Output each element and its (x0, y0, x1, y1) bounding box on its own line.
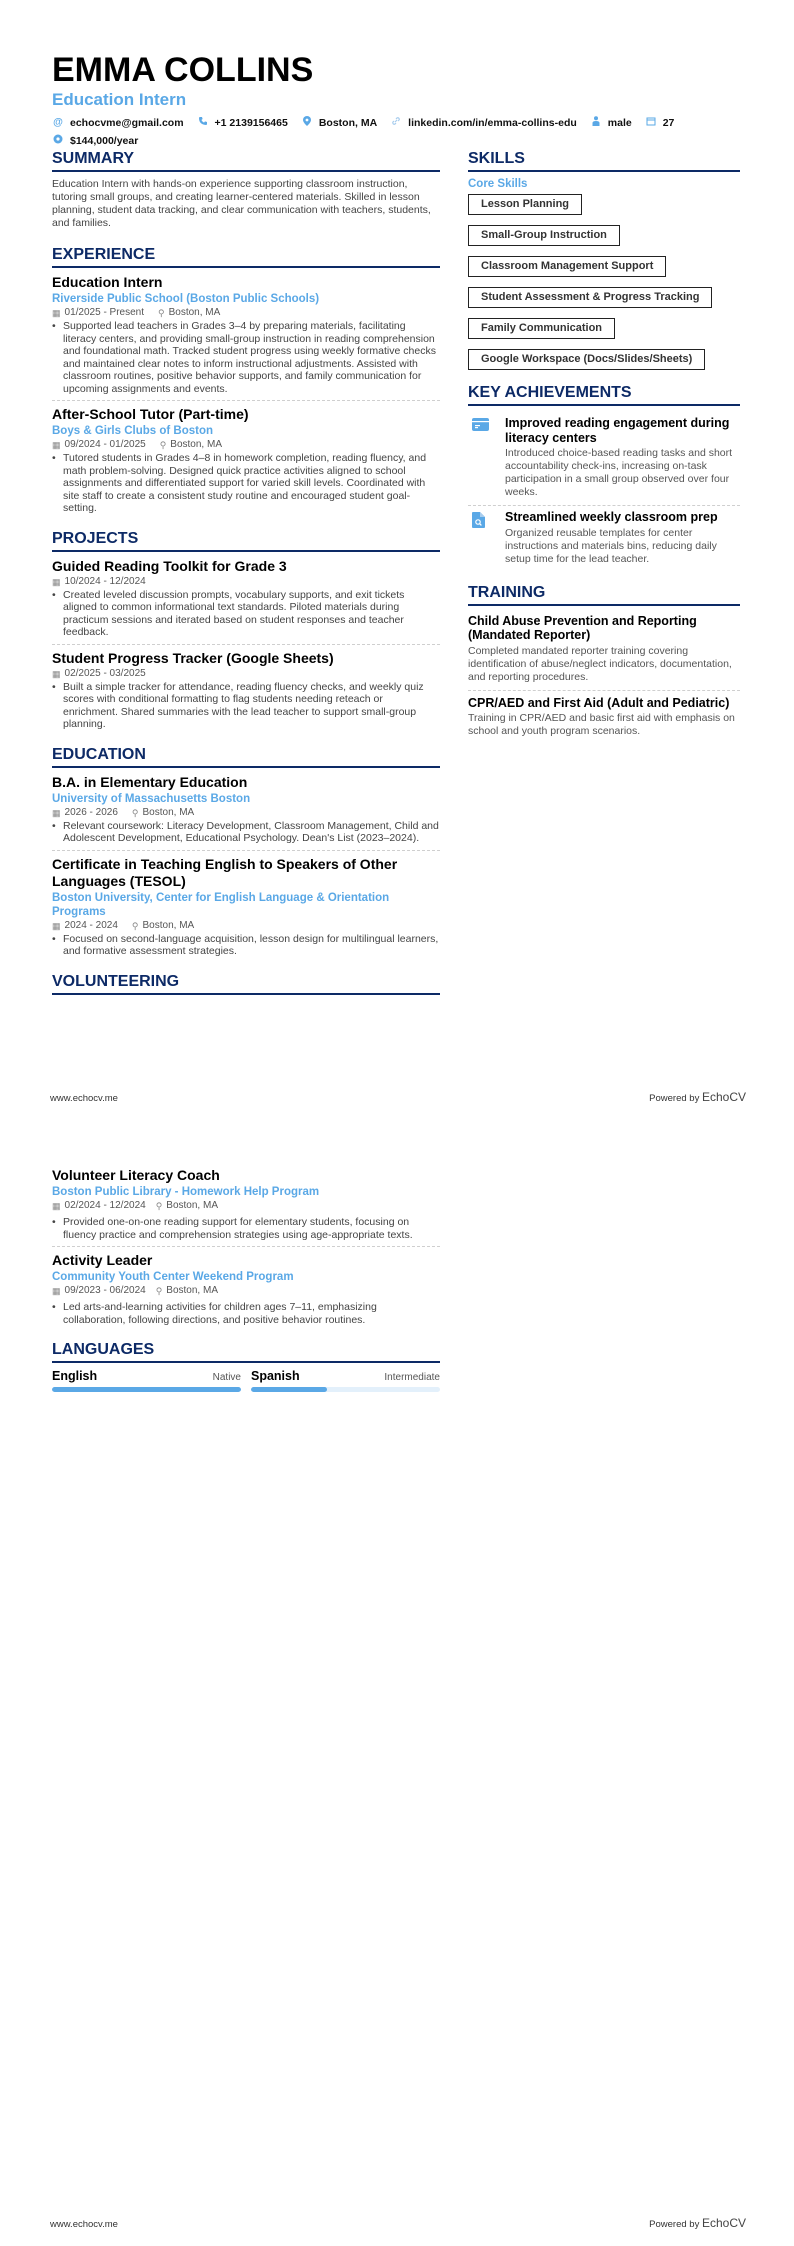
contact-salary (52, 134, 729, 147)
entry-meta (52, 668, 440, 680)
entry-bullet: • Created leveled discussion prompts, vocabulary supports, and exit tickets aligned to common informational text standards. Piloted materials during practicum sessions and iterated based on student responses and teacher feedback. (52, 589, 440, 639)
age-value: 27 (662, 116, 675, 129)
link-icon (390, 116, 402, 129)
achievement-item (468, 412, 740, 505)
language-level: Native (212, 1372, 241, 1383)
location-pin-icon (301, 116, 313, 129)
employer: Boys & Girls Clubs of Boston (52, 425, 214, 437)
calendar-icon: ▦ (52, 807, 61, 818)
left-column-continued (52, 1167, 440, 1392)
entry-location: Boston, MA (170, 439, 222, 450)
education-entry (52, 774, 440, 850)
contact-location (301, 116, 377, 129)
location-value: Boston, MA (318, 116, 378, 129)
training-desc: Completed mandated reporter training covering identification of abuse/neglect indicators, documentation, and reporting procedures. (468, 644, 732, 683)
powered-by-label: Powered by (649, 1093, 700, 1104)
language-name: Spanish (251, 1369, 300, 1383)
entry-meta (52, 807, 440, 819)
footer-website[interactable]: www.echocv.me (50, 2219, 118, 2230)
achievement-title: Improved reading engagement during literacy centers (505, 416, 730, 445)
location-pin-icon: ⚲ (158, 308, 165, 318)
skill-tag: Small-Group Instruction (468, 225, 620, 246)
proficiency-fill (52, 1387, 241, 1392)
entry-bullet: • Led arts-and-learning activities for children ages 7–11, emphasizing collaboration, following directions, and positive behavior routines. (52, 1301, 440, 1326)
achievement-desc: Introduced choice-based reading tasks and short accountability check-ins, increasing on-task participation in a small group observed over four weeks. (505, 447, 733, 498)
calendar-icon: ▦ (52, 576, 61, 587)
language-level: Intermediate (384, 1372, 440, 1383)
candidate-title: Education Intern (52, 90, 187, 109)
achievement-item (468, 505, 740, 572)
entry-meta (52, 1285, 440, 1297)
contact-phone[interactable] (197, 116, 288, 129)
section-title-volunteering: VOLUNTEERING (52, 973, 440, 995)
entry-meta (52, 439, 440, 451)
document-search-icon (468, 510, 505, 566)
volunteering-entry (52, 1167, 440, 1246)
contact-list (52, 116, 742, 147)
section-title-training: TRAINING (468, 584, 740, 606)
language-item (251, 1369, 440, 1392)
volunteer-org: Boston Public Library - Homework Help Program (52, 1186, 320, 1198)
skill-tag: Student Assessment & Progress Tracking (468, 287, 712, 308)
job-title: Education Intern (52, 274, 163, 290)
resume-header (52, 50, 742, 147)
training-section (468, 584, 740, 745)
volunteer-role: Activity Leader (52, 1252, 153, 1268)
brand-name: EchoCV (701, 2216, 746, 2230)
card-icon (468, 416, 505, 499)
entry-location: Boston, MA (168, 307, 221, 318)
skill-tag: Classroom Management Support (468, 256, 666, 277)
experience-entry (52, 400, 440, 520)
bullet-text: Tutored students in Grades 4–8 in homework completion, reading fluency, and math problem-solving. Designed quick practice activities aligned to school assignments and differentiated support for varied skill levels. Coordinated with site staff to create a consistent study routine and encouraged student goal-setting. (63, 452, 427, 514)
calendar-icon: ▦ (52, 920, 61, 931)
language-proficiency-bar (52, 1387, 241, 1392)
page-footer (50, 2216, 746, 2230)
achievement-desc: Organized reusable templates for center instructions and materials bins, reducing daily setup time for the lead teacher. (505, 526, 717, 565)
bullet-text: Created leveled discussion prompts, vocabulary supports, and exit tickets aligned to common informational text standards. Piloted materials during practicum sessions and iterated based on student responses and teacher feedback. (63, 588, 405, 638)
education-entry (52, 850, 440, 963)
entry-bullet: • Relevant coursework: Literacy Development, Classroom Management, Child and Adolescent Development, Educational Psychology. Dean's List (2023–2024). (52, 819, 439, 844)
school: University of Massachusetts Boston (52, 792, 251, 805)
languages-section (52, 1341, 440, 1392)
entry-dates: 09/2024 - 01/2025 (64, 439, 146, 450)
entry-dates: 02/2025 - 03/2025 (64, 667, 146, 679)
proficiency-fill (251, 1387, 327, 1392)
training-title: CPR/AED and First Aid (Adult and Pediatric) (468, 695, 730, 710)
location-pin-icon: ⚲ (155, 1286, 163, 1296)
skills-subtitle: Core Skills (468, 178, 528, 190)
phone-value: +1 2139156465 (214, 116, 288, 129)
entry-meta (52, 920, 440, 932)
gender-value: male (607, 116, 632, 129)
entry-meta (52, 307, 440, 319)
entry-dates: 02/2024 - 12/2024 (64, 1200, 146, 1211)
entry-dates: 09/2023 - 06/2024 (64, 1285, 146, 1296)
bullet-text: Relevant coursework: Literacy Development, Classroom Management, Child and Adolescent Development, Educational Psychology. Dean's List (2023–2024). (63, 819, 439, 844)
education-section (52, 746, 440, 963)
linkedin-value: linkedin.com/in/emma-collins-edu (408, 116, 577, 129)
contact-gender (590, 116, 632, 129)
section-title-summary: SUMMARY (52, 150, 440, 172)
contact-age (645, 116, 675, 129)
contact-linkedin[interactable] (390, 116, 577, 129)
calendar-icon: ▦ (52, 668, 61, 679)
phone-icon (197, 116, 209, 129)
section-title-projects: PROJECTS (52, 530, 440, 552)
footer-powered-by (649, 1090, 746, 1104)
section-title-experience: EXPERIENCE (52, 246, 440, 268)
brand-name: EchoCV (701, 1090, 746, 1104)
page-footer (50, 1090, 746, 1104)
section-title-skills: SKILLS (468, 150, 740, 172)
language-list (52, 1369, 440, 1392)
employer: Riverside Public School (Boston Public Schools) (52, 293, 320, 305)
language-item (52, 1369, 241, 1392)
entry-dates: 01/2025 - Present (64, 307, 145, 318)
volunteering-entry (52, 1246, 440, 1331)
language-name: English (52, 1369, 98, 1383)
skill-tag-list (468, 194, 740, 380)
experience-section (52, 246, 440, 520)
entry-dates: 2026 - 2026 (64, 806, 118, 818)
bullet-text: Led arts-and-learning activities for children ages 7–11, emphasizing collaboration, following directions, and positive behavior routines. (63, 1301, 377, 1326)
entry-meta (52, 1200, 440, 1212)
calendar-icon: ▦ (52, 1201, 61, 1211)
skill-tag: Lesson Planning (468, 194, 582, 215)
right-column (468, 150, 740, 744)
entry-bullet: • Built a simple tracker for attendance, reading fluency checks, and weekly quiz scores with conditional formatting to flag students needing reteach or enrichment. Shared summaries with the lead teacher to support small-group planning. (52, 681, 440, 731)
location-pin-icon: ⚲ (159, 440, 167, 450)
projects-section (52, 530, 440, 736)
entry-bullet: • Focused on second-language acquisition, lesson design for multilingual learners, and formative assessment strategies. (52, 932, 439, 957)
training-desc: Training in CPR/AED and basic first aid with emphasis on school and youth program scenarios. (468, 712, 735, 737)
training-item (468, 612, 740, 690)
calendar-icon: ▦ (52, 308, 61, 318)
calendar-icon: ▦ (52, 1286, 61, 1296)
entry-location: Boston, MA (142, 806, 195, 818)
summary-section (52, 150, 440, 230)
location-pin-icon: ⚲ (131, 920, 139, 931)
project-entry (52, 644, 440, 736)
volunteer-role: Volunteer Literacy Coach (52, 1167, 220, 1183)
calendar-icon (645, 116, 657, 129)
entry-dates: 2024 - 2024 (64, 919, 118, 931)
project-name: Guided Reading Toolkit for Grade 3 (52, 557, 287, 574)
summary-text: Education Intern with hands-on experience supporting classroom instruction, tutoring small groups, and creating learner-centered materials. Skilled in lesson planning, student data tracking, and clear communication with teachers, students, and families. (52, 178, 431, 229)
entry-dates: 10/2024 - 12/2024 (64, 575, 146, 587)
candidate-name: EMMA COLLINS (52, 51, 314, 89)
language-proficiency-bar (251, 1387, 440, 1392)
powered-by-label: Powered by (649, 2219, 700, 2230)
resume-page-2 (0, 1123, 794, 2246)
entry-location: Boston, MA (166, 1200, 218, 1211)
training-title: Child Abuse Prevention and Reporting (Mandated Reporter) (468, 613, 697, 642)
bullet-text: Provided one-on-one reading support for elementary students, focusing on fluency practice and comprehension strategies using age-appropriate texts. (63, 1216, 413, 1241)
skill-tag: Family Communication (468, 318, 615, 339)
left-column (52, 150, 440, 1001)
degree: B.A. in Elementary Education (52, 773, 248, 790)
location-pin-icon: ⚲ (155, 1201, 163, 1211)
job-title: After-School Tutor (Part-time) (52, 406, 249, 422)
entry-bullet: • Supported lead teachers in Grades 3–4 by preparing materials, facilitating literacy centers, and providing small-group instruction in reading comprehension and foundational math. Tracked student progress using weekly formative checks and maintained clear notes to inform instructional adjustments. Assisted with classroom routines, positive behavior supports, and family communication for upcoming assignments and events. (52, 320, 440, 395)
contact-email[interactable] (52, 116, 184, 129)
email-value: echocvme@gmail.com (70, 116, 184, 129)
section-title-languages: LANGUAGES (52, 1341, 440, 1363)
entry-location: Boston, MA (166, 1285, 218, 1296)
section-title-achievements: KEY ACHIEVEMENTS (468, 384, 740, 406)
school: Boston University, Center for English Language & Orientation Programs (52, 891, 390, 918)
experience-entry (52, 274, 440, 400)
entry-location: Boston, MA (142, 919, 195, 931)
salary-value: $144,000/year (70, 134, 139, 147)
footer-powered-by (649, 2216, 746, 2230)
entry-meta (52, 576, 440, 588)
skill-tag: Google Workspace (Docs/Slides/Sheets) (468, 349, 705, 370)
volunteering-section (52, 1167, 440, 1331)
at-icon: @ (53, 117, 63, 128)
salary-icon (52, 134, 64, 147)
footer-website[interactable]: www.echocv.me (50, 1093, 118, 1104)
person-icon (590, 116, 602, 129)
bullet-text: Supported lead teachers in Grades 3–4 by preparing materials, facilitating literacy centers, and providing small-group instruction in reading comprehension and foundational math. Tracked student progress using weekly formative checks and maintained clear notes to inform instructional adjustments. Assisted with classroom routines, positive behavior supports, and family communication for upcoming assignments and events. (63, 320, 436, 395)
skills-section (468, 150, 740, 380)
degree: Certificate in Teaching English to Speakers of Other Languages (TESOL) (52, 855, 398, 889)
volunteering-section-heading (52, 973, 440, 995)
achievements-section (468, 384, 740, 572)
project-entry (52, 558, 440, 644)
achievement-title: Streamlined weekly classroom prep (505, 510, 718, 524)
project-name: Student Progress Tracker (Google Sheets) (52, 649, 334, 666)
training-item (468, 690, 740, 745)
volunteer-org: Community Youth Center Weekend Program (52, 1271, 294, 1283)
entry-bullet: • Tutored students in Grades 4–8 in homework completion, reading fluency, and math problem-solving. Designed quick practice activities aligned to school assignments and differentiated support for varied skill levels. Coordinated with site staff to create a consistent study routine and encouraged student goal-setting. (52, 452, 440, 515)
calendar-icon: ▦ (52, 440, 61, 450)
bullet-text: Built a simple tracker for attendance, reading fluency checks, and weekly quiz scores with conditional formatting to flag students needing reteach or enrichment. Shared summaries with the lead teacher to support small-group planning. (63, 680, 424, 730)
section-title-education: EDUCATION (52, 746, 440, 768)
location-pin-icon: ⚲ (131, 807, 139, 818)
entry-bullet: • Provided one-on-one reading support for elementary students, focusing on fluency practice and comprehension strategies using age-appropriate texts. (52, 1216, 440, 1241)
bullet-text: Focused on second-language acquisition, lesson design for multilingual learners, and formative assessment strategies. (63, 932, 439, 957)
